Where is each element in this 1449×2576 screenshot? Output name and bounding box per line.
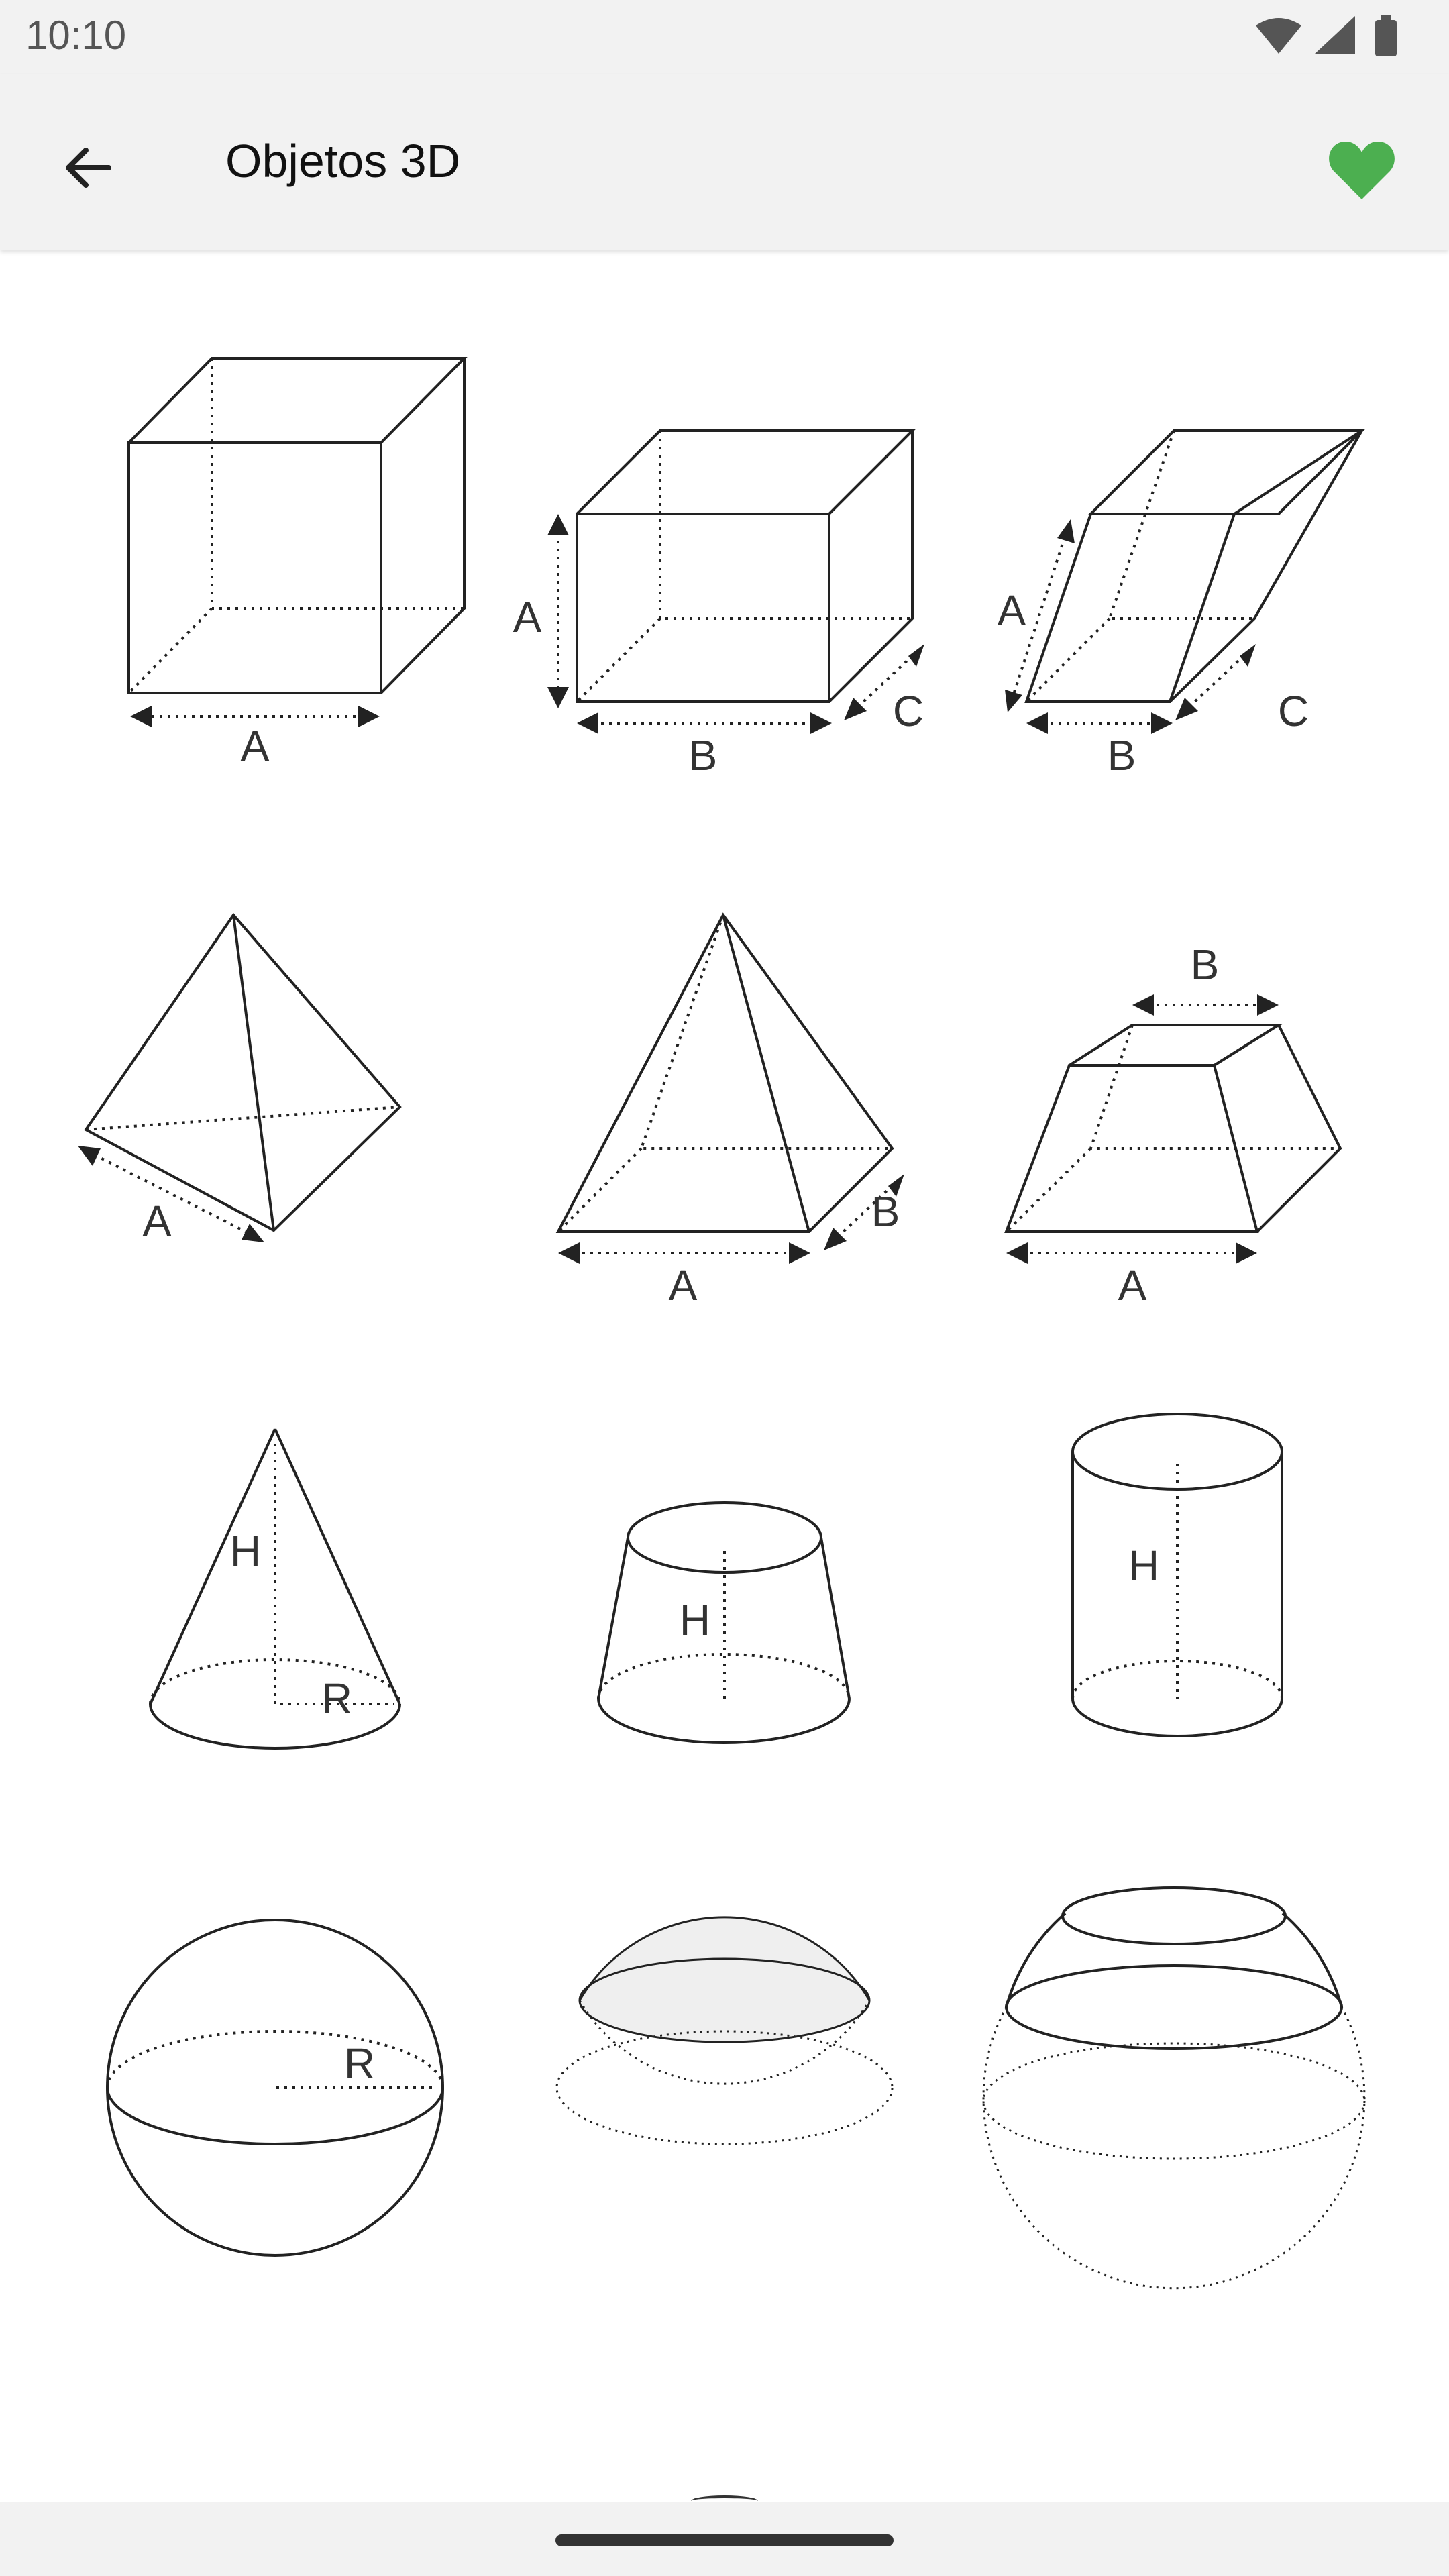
shape-cone[interactable] xyxy=(141,1424,409,1759)
page-title: Objetos 3D xyxy=(225,135,461,187)
status-icons xyxy=(1254,13,1409,60)
shape-label: A xyxy=(142,1197,172,1245)
arrow-left-icon xyxy=(60,141,114,195)
shape-label: H xyxy=(229,1527,262,1575)
status-bar xyxy=(0,0,1449,74)
shapes-grid xyxy=(0,250,1449,2504)
heart-icon xyxy=(1328,139,1395,201)
status-time: 10:10 xyxy=(25,13,127,58)
shape-label: B xyxy=(688,731,718,780)
shape-label: R xyxy=(321,1674,353,1723)
shape-label: H xyxy=(1128,1542,1160,1590)
shape-sphere[interactable] xyxy=(101,1913,449,2262)
shape-label: B xyxy=(1190,941,1220,989)
shape-label: A xyxy=(668,1261,698,1309)
shape-spherical-cap[interactable] xyxy=(550,1913,899,2262)
shape-truncated-pyramid[interactable] xyxy=(993,941,1368,1323)
shape-truncated-cone[interactable] xyxy=(590,1497,859,1759)
shape-label: A xyxy=(997,586,1026,635)
home-gesture-handle[interactable] xyxy=(555,2534,894,2546)
favorite-button[interactable] xyxy=(1315,126,1409,213)
wifi-icon xyxy=(1256,18,1301,54)
shape-rectangular-prism[interactable] xyxy=(503,431,946,780)
shape-tetrahedron[interactable] xyxy=(67,914,429,1269)
battery-icon xyxy=(1375,15,1397,56)
back-button[interactable] xyxy=(47,127,127,208)
shape-label: A xyxy=(513,593,542,641)
shape-parallelepiped[interactable] xyxy=(973,431,1415,780)
shape-label: C xyxy=(1277,687,1309,735)
shape-label: A xyxy=(1118,1261,1147,1309)
shape-label: H xyxy=(679,1596,711,1644)
shape-spherical-segment[interactable] xyxy=(979,1886,1368,2282)
shape-cube[interactable] xyxy=(87,364,490,770)
app-bar xyxy=(0,74,1449,250)
shape-label: B xyxy=(1107,731,1136,780)
signal-icon xyxy=(1315,16,1355,54)
shape-cylinder[interactable] xyxy=(1063,1410,1291,1752)
system-nav-bar xyxy=(0,2502,1449,2576)
shape-label: B xyxy=(871,1187,900,1236)
shape-label: A xyxy=(240,722,270,770)
shape-label: C xyxy=(892,687,924,735)
shape-square-pyramid[interactable] xyxy=(537,914,926,1309)
shape-label: R xyxy=(343,2039,376,2088)
